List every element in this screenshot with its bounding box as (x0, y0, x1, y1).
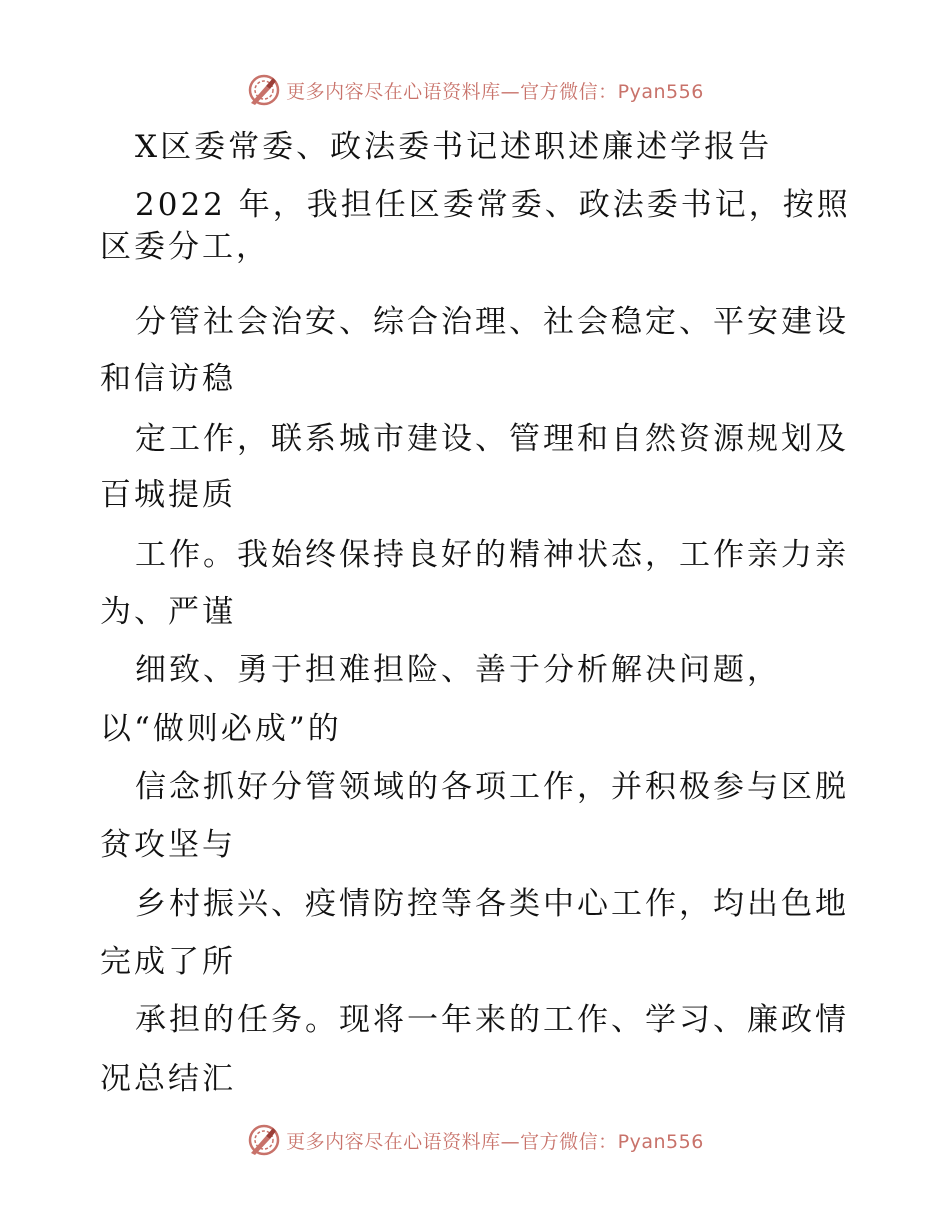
paragraph-line: 贫攻坚与 (100, 827, 236, 863)
paragraph-line: 百城提质 (100, 477, 236, 513)
paragraph-line: 乡村振兴、疫情防控等各类中心工作，均出色地 (135, 886, 849, 922)
paragraph-line: 以“做则必成”的 (100, 711, 342, 747)
paragraph-line: 信念抓好分管领域的各项工作，并积极参与区脱 (135, 769, 849, 805)
pen-in-circle-icon (246, 1122, 282, 1158)
paragraph-line: 2022 年，我担任区委常委、政法委书记，按照 (135, 187, 851, 223)
paragraph-line: 况总结汇 (100, 1061, 236, 1097)
paragraph-line: 工作。我始终保持良好的精神状态，工作亲力亲 (135, 537, 849, 573)
header-watermark-banner (0, 70, 950, 110)
paragraph-line: 完成了所 (100, 944, 236, 980)
paragraph-line: 细致、勇于担难担险、善于分析解决问题， (135, 652, 781, 688)
banner-text: 更多内容尽在心语资料库—官方微信：Pyan556 (286, 1130, 704, 1153)
document-title: X区委常委、政法委书记述职述廉述学报告 (135, 129, 773, 165)
paragraph-line: 分管社会治安、综合治理、社会稳定、平安建设 (135, 304, 849, 340)
paragraph-line: 承担的任务。现将一年来的工作、学习、廉政情 (135, 1002, 849, 1038)
pen-in-circle-icon (246, 72, 282, 108)
paragraph-line: 为、严谨 (100, 594, 236, 630)
paragraph-line: 区委分工， (100, 229, 270, 265)
banner-text: 更多内容尽在心语资料库—官方微信：Pyan556 (286, 80, 704, 103)
footer-watermark-banner (0, 1120, 950, 1160)
paragraph-line: 定工作，联系城市建设、管理和自然资源规划及 (135, 421, 849, 457)
paragraph-line: 和信访稳 (100, 361, 236, 397)
